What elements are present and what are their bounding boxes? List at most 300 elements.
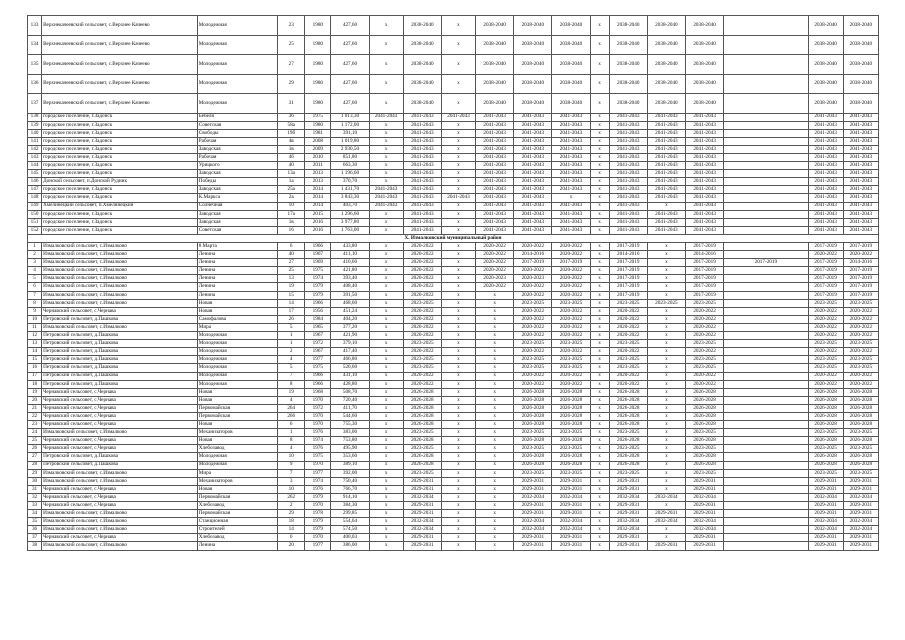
table-cell: х [647,340,685,348]
table-cell: Хлебозавод [197,502,277,510]
table-cell: 2020-2022 [552,291,590,299]
table-cell: 2026-2028 [552,421,590,429]
table-cell: 2029-2031 [403,534,441,542]
table-cell: х [369,518,403,526]
table-cell: 2017-2019 [843,275,878,283]
table-cell: 2041-2043 [403,186,441,194]
table-cell: 2020-2022 [843,315,878,323]
table-cell: 2038-2040 [647,55,685,75]
table-row [28,299,879,307]
table-cell: 408,40 [331,283,369,291]
table-cell: 25 [278,35,305,55]
table-cell: 36 [278,113,305,121]
table-cell: Верхнекачеевский сельсовет, с.Верхнее Качеево [42,55,198,75]
table-cell: х [590,121,609,129]
table-cell: Чернавский сельсовет, с.Чернава [42,502,198,510]
table-cell: 2026-2028 [514,412,552,420]
table-cell: х [476,412,514,420]
table-cell [724,356,808,364]
table-cell: 2026-2028 [552,412,590,420]
table-cell: 2023-2025 [609,445,647,453]
table-cell: 2017-2019 [609,259,647,267]
table-cell [724,170,808,178]
table-cell: 2020-2022 [609,380,647,388]
table-cell: 2041-2043 [808,226,843,234]
table-cell: 1970 [305,534,331,542]
table-cell: 2041-2043 [843,137,878,145]
table-cell: 9 [28,307,42,315]
table-cell: 2038-2040 [552,35,590,55]
table-cell: 2038-2040 [476,35,514,55]
table-cell: 2014 [305,202,331,210]
table-cell: 2020-2022 [514,283,552,291]
table-cell: х [369,469,403,477]
table-cell: 2020-2022 [476,259,514,267]
table-cell: х [590,518,609,526]
table-cell: 2017-2019 [685,291,723,299]
table-cell: 11 [28,323,42,331]
table-cell: 2017-2019 [724,259,808,267]
table-cell: 2026-2028 [552,404,590,412]
table-cell: 508,70 [331,388,369,396]
table-cell: 2020-2023 [476,275,514,283]
table-cell: х [441,437,475,445]
table-cell: 2041-2043 [514,121,552,129]
table-cell: х [476,396,514,404]
table-cell [724,518,808,526]
table-cell: 2029-2031 [843,510,878,518]
table-cell: 1976 [305,429,331,437]
table-cell: х [369,16,403,36]
table-cell: х [369,74,403,94]
table-cell: 1977 [305,356,331,364]
table-cell: 2026-2028 [685,437,723,445]
table-cell: 2020-2022 [808,348,843,356]
table-cell: 1в [278,145,305,153]
table-cell: 2038-2040 [808,35,843,55]
table-cell: х [441,35,475,55]
table-cell: 138 [28,113,42,121]
table-cell: 753,80 [331,437,369,445]
table-cell: х [647,404,685,412]
table-cell: Чернавский сельсовет, с.Чернава [42,412,198,420]
table-cell: 2041-2043 [403,162,441,170]
table-cell: 2029-2031 [403,542,441,550]
table-cell: 141 [28,137,42,145]
table-cell [724,469,808,477]
table-cell: 2041-2043 [843,194,878,202]
table-cell: х [476,315,514,323]
table-cell: х [647,275,685,283]
table-cell: 2029-2031 [843,534,878,542]
table-cell: 2032-2034 [647,518,685,526]
table-cell: 12 [28,332,42,340]
table-cell: 663,30 [331,162,369,170]
table-cell: 1966 [305,243,331,251]
table-cell: 1981 [305,129,331,137]
table-cell: 2041-2043 [843,129,878,137]
table-cell: х [369,275,403,283]
table-cell: 384,30 [331,502,369,510]
table-cell: х [647,259,685,267]
table-cell: х [476,372,514,380]
table-cell: 2041-2043 [843,145,878,153]
table-cell: Измалковский сельсовет, с.Измалково [42,291,198,299]
table-cell: х [369,153,403,161]
table-cell: 2026-2028 [514,404,552,412]
table-cell: х [441,137,475,145]
table-cell: х [369,251,403,259]
table-cell: 4в [278,137,305,145]
table-cell: 2020-2022 [808,307,843,315]
table-cell: 2029-2031 [514,510,552,518]
table-row [28,388,879,396]
table-cell: городское поселение, г.Задонск [42,210,198,218]
table-cell [724,348,808,356]
table-cell: Советская [197,121,277,129]
table-cell: 2038-2040 [685,55,723,75]
table-cell [724,404,808,412]
table-cell: 2026-2028 [609,412,647,420]
table-cell: 2017-2019 [808,243,843,251]
table-cell: 2029-2031 [552,542,590,550]
table-cell: 2038-2040 [552,94,590,114]
table-row [28,437,879,445]
table-row [28,315,879,323]
table-cell: х [590,485,609,493]
table-cell: 2017-2019 [808,267,843,275]
table-cell: 2041-2043 [647,121,685,129]
table-cell: 466,80 [331,356,369,364]
table-cell: Механизаторов [197,477,277,485]
table-cell: 2023-2025 [514,445,552,453]
table-cell: Ленина [197,542,277,550]
table-cell: 2020-2022 [403,372,441,380]
table-cell: 2041-2043 [441,194,475,202]
table-cell: 1974 [305,437,331,445]
table-cell: 2041-2043 [685,162,723,170]
table-cell: х [369,380,403,388]
table-cell: х [369,404,403,412]
table-cell: 2020-2022 [403,380,441,388]
table-cell: х [647,445,685,453]
table-cell: 391,50 [331,291,369,299]
table-cell: 1975 [305,364,331,372]
table-cell: 2041-2043 [514,210,552,218]
table-cell: 2014-2016 [514,251,552,259]
table-cell: 2038-2040 [685,94,723,114]
table-cell: х [441,364,475,372]
table-cell: 28 [28,461,42,469]
table-cell: Свободы [197,129,277,137]
table-cell: 2032-2034 [647,493,685,501]
table-row [28,153,879,161]
table-cell: х [369,445,403,453]
table-cell: 2041-2043 [843,202,878,210]
table-cell: 2023-2025 [403,469,441,477]
table-cell: 2020-2022 [843,372,878,380]
table-cell: 2026-2028 [609,388,647,396]
table-row [28,348,879,356]
table-cell: 2041-2043 [808,137,843,145]
table-cell: 2041-2043 [647,145,685,153]
table-cell: Мира [197,469,277,477]
table-cell: Молодежная [197,461,277,469]
table-cell: 2013 [305,178,331,186]
table-cell: 2020-2022 [403,291,441,299]
table-row [28,356,879,364]
table-cell: 2017-2019 [685,259,723,267]
table-cell: 2041-2043 [552,162,590,170]
table-cell: х [647,315,685,323]
table-cell: 2017-2019 [609,275,647,283]
table-cell: х [647,388,685,396]
table-cell: х [476,299,514,307]
table-cell: 16 [278,226,305,234]
table-cell: 2038-2040 [647,94,685,114]
table-cell: х [647,421,685,429]
table-cell: х [647,412,685,420]
table-row [28,129,879,137]
table-cell: 2041-2043 [403,178,441,186]
table-cell: 2023-2025 [685,340,723,348]
table-cell: 2041-2043 [647,137,685,145]
table-cell: х [369,259,403,267]
table-cell: 2029-2031 [843,542,878,550]
table-cell: 18 [278,518,305,526]
table-cell [724,445,808,453]
table-cell: 36 [28,526,42,534]
table-cell: 2020-2022 [685,348,723,356]
table-cell: 377,20 [331,323,369,331]
table-cell: 4 [278,445,305,453]
table-cell: Бебеля [197,113,277,121]
table-cell: 1976 [305,485,331,493]
table-cell: 13 [28,340,42,348]
table-cell: 2041-2043 [514,153,552,161]
table-cell: 417,40 [331,348,369,356]
table-cell: х [647,502,685,510]
table-cell: 5 [28,275,42,283]
table-cell: 411,10 [331,251,369,259]
table-cell: х [647,485,685,493]
table-cell: х [369,534,403,542]
table-cell: 1 [278,340,305,348]
table-cell: 2041-2043 [647,226,685,234]
table-cell: 2029-2031 [609,502,647,510]
table-cell: 3 [28,259,42,267]
table-cell: 2026-2028 [552,396,590,404]
table-cell [724,16,808,36]
table-cell: 35 [28,518,42,526]
table-cell [724,129,808,137]
table-cell: х [441,332,475,340]
table-cell: х [476,502,514,510]
table-cell: 2023-2025 [514,299,552,307]
table-cell: Первомайская [197,412,277,420]
table-cell: 2008 [305,137,331,145]
table-cell: 1979 [305,493,331,501]
table-cell: 2041-2043 [843,210,878,218]
table-cell: 2032-2034 [552,493,590,501]
table-cell: 2026-2028 [685,421,723,429]
table-cell: 2023-2025 [552,340,590,348]
table-cell: 2017-2019 [609,283,647,291]
table-cell: 2017-2019 [552,259,590,267]
table-cell: 393,40 [331,275,369,283]
table-cell: 2023-2025 [609,340,647,348]
table-cell: 1976 [305,445,331,453]
table-cell: х [476,291,514,299]
table-cell: 2029-2031 [685,510,723,518]
table-cell: х [476,421,514,429]
table-cell: Заводская [197,145,277,153]
section-title: Х. Измалковский муниципальный район [28,234,879,242]
table-cell: х [476,388,514,396]
table-cell: 2026-2028 [552,388,590,396]
table-cell: Молодежная [197,332,277,340]
table-row [28,121,879,129]
table-cell: 2041-2043 [685,170,723,178]
table-cell: 2038-2040 [685,35,723,55]
table-cell: 1в [278,218,305,226]
table-cell: 2020-2022 [843,380,878,388]
table-cell: 2029-2031 [609,485,647,493]
table-cell: 2041-2043 [369,113,403,121]
table-cell: х [441,94,475,114]
table-cell: 2011 [305,162,331,170]
table-cell: х [647,307,685,315]
table-cell: 4б [278,153,305,161]
table-cell: Чернавский сельсовет, с.Чернава [42,445,198,453]
table-row [28,485,879,493]
table-cell: 2041-2043 [609,226,647,234]
table-cell: 2041-2043 [476,186,514,194]
table-row [28,226,879,234]
table-cell: х [647,348,685,356]
table-cell: 2041-2043 [476,145,514,153]
table-cell: Рабочая [197,137,277,145]
table-cell: 2032-2034 [514,493,552,501]
table-cell: 2023-2025 [609,469,647,477]
table-cell: 2026-2028 [609,437,647,445]
table-cell [724,340,808,348]
table-cell: 26 [28,445,42,453]
table-cell: 2041-2043 [685,113,723,121]
table-cell: х [590,372,609,380]
table-cell: х [590,364,609,372]
table-cell: х [441,243,475,251]
table-cell: х [369,332,403,340]
table-cell: 2026-2028 [514,388,552,396]
table-cell: х [369,388,403,396]
table-cell: 2041-2043 [609,129,647,137]
table-cell: Заводская [197,170,277,178]
table-cell: х [441,518,475,526]
table-cell: 2026-2028 [552,453,590,461]
table-cell: 149 [28,202,42,210]
table-cell: 2023-2025 [403,340,441,348]
table-cell: х [369,477,403,485]
table-cell: 2023-2025 [843,299,878,307]
table-cell: Солнечная [197,202,277,210]
table-cell: х [647,461,685,469]
table-cell: 27 [278,55,305,75]
table-cell: 2041-2043 [685,121,723,129]
table-cell: х [590,145,609,153]
table-cell: х [369,55,403,75]
table-cell: 2038-2040 [843,74,878,94]
table-cell: Рабочая [197,153,277,161]
table-cell: 2041-2043 [403,194,441,202]
table-cell: 8 [278,437,305,445]
table-cell: 2009 [305,145,331,153]
table-cell: 1980 [305,55,331,75]
table-cell: 2017-2019 [843,291,878,299]
table-row [28,526,879,534]
table-cell: 2041-2043 [403,121,441,129]
table-cell: 17а [278,210,305,218]
table-cell: 2023-2025 [843,340,878,348]
table-cell: х [476,526,514,534]
table-cell: х [590,275,609,283]
table-cell: 433,80 [331,243,369,251]
table-cell: Измалковский сельсовет, с.Измалково [42,542,198,550]
table-cell: 2026-2028 [609,404,647,412]
table-cell: 2041-2043 [514,129,552,137]
table-row [28,210,879,218]
table-cell: х [647,291,685,299]
table-cell: 2038-2040 [476,55,514,75]
table-cell: 1 [278,429,305,437]
table-cell: 2023-2025 [808,356,843,364]
table-cell: 18 [28,380,42,388]
table-cell: 2032-2034 [403,526,441,534]
table-cell: 421,90 [331,332,369,340]
table-cell: 2041-2043 [609,186,647,194]
table-cell: 133 [28,16,42,36]
table-cell: 2041-2043 [647,186,685,194]
table-cell: х [441,510,475,518]
table-cell: 2041-2043 [514,137,552,145]
table-cell: 2032-2034 [685,518,723,526]
table-cell: х [647,364,685,372]
table-cell [724,243,808,251]
table-cell: 2041-2043 [685,178,723,186]
table-cell: х [590,469,609,477]
table-cell: 2023-2025 [552,469,590,477]
table-cell: 7 [28,291,42,299]
table-cell: х [441,453,475,461]
table-cell: 2041-2043 [476,178,514,186]
table-cell: 2029-2031 [609,534,647,542]
table-cell: х [647,251,685,259]
table-cell: 2041-2043 [514,226,552,234]
table-cell: 2029-2031 [514,485,552,493]
table-cell: Самофалова [197,315,277,323]
table-cell: х [369,226,403,234]
table-cell: 2023-2025 [514,429,552,437]
table-cell: 2041-2043 [369,194,403,202]
table-cell [724,429,808,437]
table-cell: х [590,113,609,121]
table-row [28,259,879,267]
table-row [28,145,879,153]
table-cell: 140 [28,129,42,137]
table-cell: 10 [278,202,305,210]
table-cell: 2020-2022 [514,315,552,323]
table-cell: х [369,412,403,420]
